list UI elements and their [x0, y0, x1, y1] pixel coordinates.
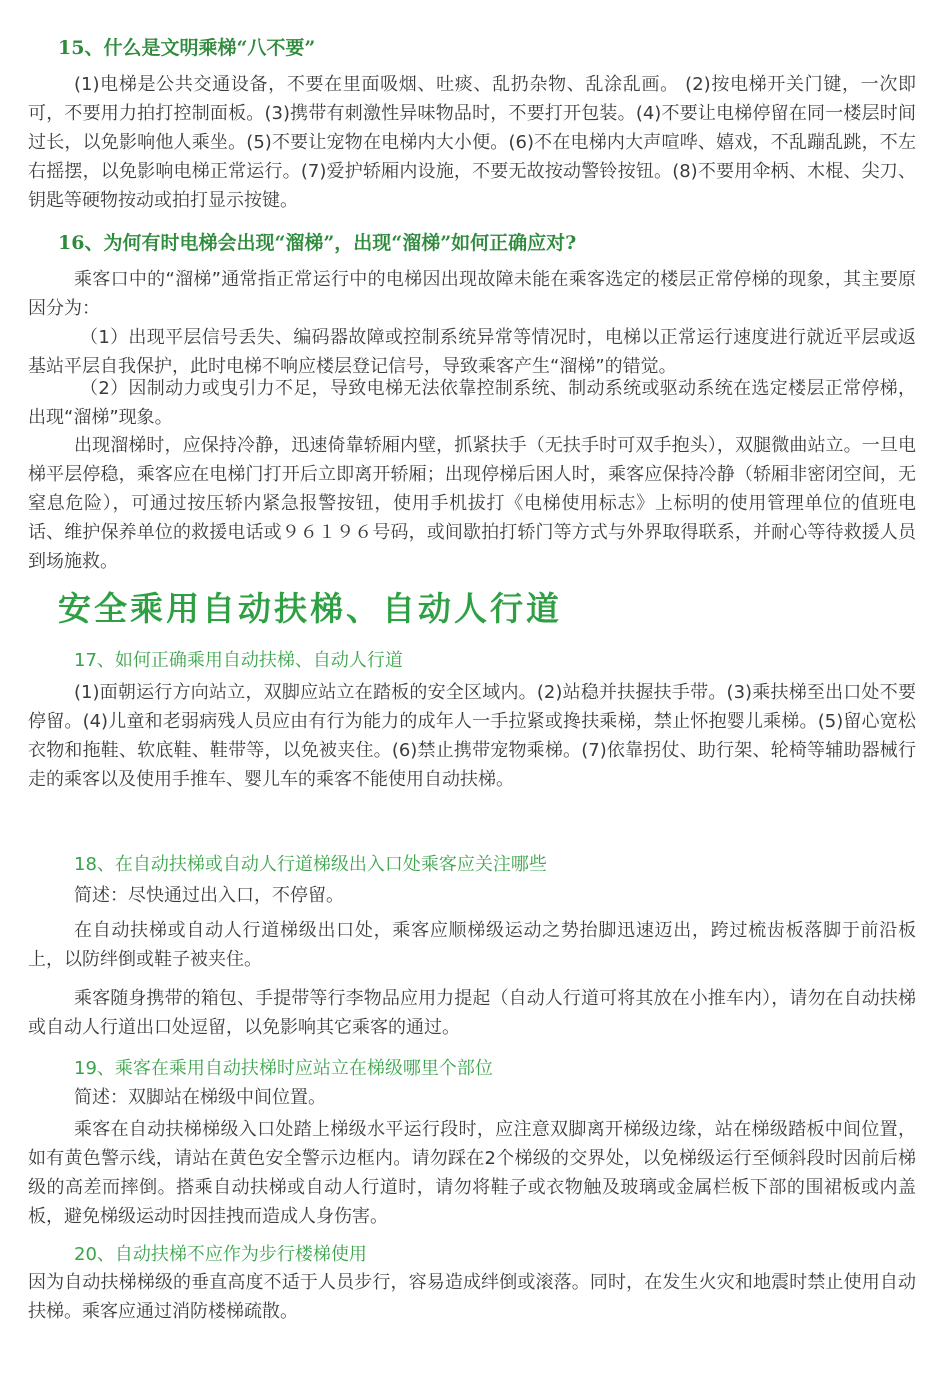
paragraph-q16-cause-1: （1）出现平层信号丢失、编码器故障或控制系统异常等情况时，电梯以正常运行速度进行就近平层或返基站平层自我保护，此时电梯不响应楼层登记信号，导致乘客产生“溜梯”的错觉。	[28, 327, 916, 377]
heading-q17: 17、如何正确乘用自动扶梯、自动人行道	[74, 650, 403, 671]
paragraph-q17: (1)面朝运行方向站立，双脚应站立在踏板的安全区域内。(2)站稳并扶握扶手带。(3)乘扶梯至出口处不要停留。(4)儿童和老弱病残人员应由有行为能力的成年人一手拉紧或搀扶乘梯，禁止怀抱婴儿乘梯。(5)留心宽松衣物和拖鞋、软底鞋、鞋带等，以免被夹住。(6)禁止携带宠物乘梯。(7)依靠拐仗、助行架、轮椅等辅助器械行走的乘客以及使用手推车、婴儿车的乘客不能使用自动扶梯。	[28, 682, 916, 790]
heading-q15: 15、什么是文明乘梯“八不要”	[58, 37, 316, 59]
paragraph-q15: (1)电梯是公共交通设备，不要在里面吸烟、吐痰、乱扔杂物、乱涂乱画。 (2)按电梯开关门键，一次即可，不要用力拍打控制面板。(3)携带有刺激性异味物品时，不要打开包装。(4)不要让电梯停留在同一楼层时间过长，以免影响他人乘坐。(5)不要让宠物在电梯内大小便。(6)不在电梯内大声喧哗、嬉戏，不乱蹦乱跳，不左右摇摆，以免影响电梯正常运行。(7)爱护轿厢内设施，不要无故按动警铃按钮。(8)不要用伞柄、木棍、尖刀、钥匙等硬物按动或拍打显示按键。	[28, 74, 916, 211]
heading-q20: 20、自动扶梯不应作为步行楼梯使用	[74, 1244, 367, 1265]
heading-q18: 18、在自动扶梯或自动人行道梯级出入口处乘客应关注哪些	[74, 854, 547, 875]
paragraph-q18-summary: 简述：尽快通过出入口，不停留。	[74, 885, 344, 906]
paragraph-q16-response: 出现溜梯时，应保持冷静，迅速倚靠轿厢内壁，抓紧扶手（无扶手时可双手抱头），双腿微曲站立。一旦电梯平层停稳，乘客应在电梯门打开后立即离开轿厢；出现停梯后困人时，乘客应保持冷静（轿厢非密闭空间，无窒息危险），可通过按压轿内紧急报警按钮，使用手机拔打《电梯使用标志》上标明的使用管理单位的值班电话、维护保养单位的救援电话或９６１９６号码，或间歇拍打轿门等方式与外界取得联系，并耐心等待救援人员到场施救。	[28, 435, 916, 572]
paragraph-q19-detail: 乘客在自动扶梯梯级入口处踏上梯级水平运行段时，应注意双脚离开梯级边缘，站在梯级踏板中间位置，如有黄色警示线，请站在黄色安全警示边框内。请勿踩在2个梯级的交界处，以免梯级运行至倾斜段时因前后梯级的高差而摔倒。搭乘自动扶梯或自动人行道时，请勿将鞋子或衣物触及玻璃或金属栏板下部的围裙板或内盖板，避免梯级运动时因挂拽而造成人身伤害。	[28, 1119, 916, 1227]
paragraph-q16-cause-2: （2）因制动力或曳引力不足，导致电梯无法依靠控制系统、制动系统或驱动系统在选定楼层正常停梯，出现“溜梯”现象。	[28, 378, 916, 428]
paragraph-q16-intro: 乘客口中的“溜梯”通常指正常运行中的电梯因出现故障未能在乘客选定的楼层正常停梯的现象，其主要原因分为：	[28, 269, 916, 319]
paragraph-q19-summary: 简述：双脚站在梯级中间位置。	[74, 1087, 326, 1108]
paragraph-q18-exit: 在自动扶梯或自动人行道梯级出口处，乘客应顺梯级运动之势抬脚迅速迈出，跨过梳齿板落脚于前沿板上，以防绊倒或鞋子被夹住。	[28, 920, 916, 970]
paragraph-q18-luggage: 乘客随身携带的箱包、手提带等行李物品应用力提起（自动人行道可将其放在小推车内），请勿在自动扶梯或自动人行道出口处逗留，以免影响其它乘客的通过。	[28, 988, 916, 1038]
paragraph-q20: 因为自动扶梯梯级的垂直高度不适于人员步行，容易造成绊倒或滚落。同时，在发生火灾和地震时禁止使用自动扶梯。乘客应通过消防楼梯疏散。	[28, 1272, 916, 1322]
section-title: 安全乘用自动扶梯、自动人行道	[58, 589, 562, 628]
heading-q19: 19、乘客在乘用自动扶梯时应站立在梯级哪里个部位	[74, 1058, 493, 1079]
heading-q16: 16、为何有时电梯会出现“溜梯”，出现“溜梯”如何正确应对?	[58, 232, 577, 254]
